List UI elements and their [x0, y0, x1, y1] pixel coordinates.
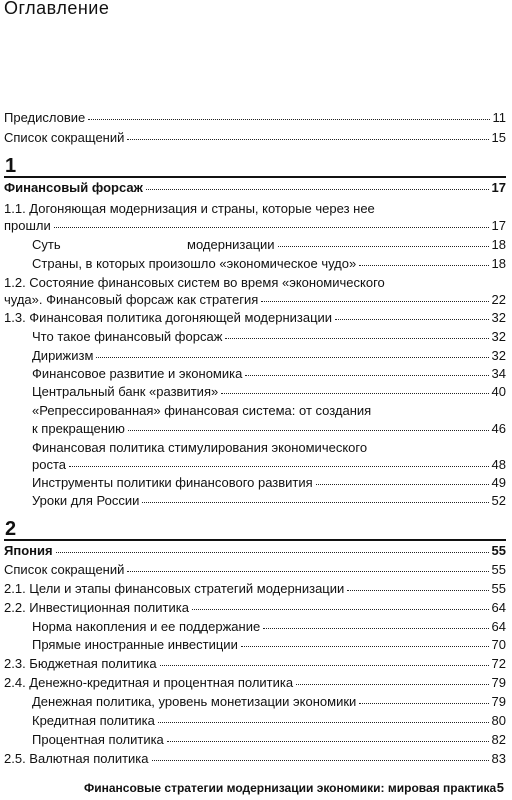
toc-entry[interactable]: [32, 619, 506, 635]
toc-entry-page: 32: [491, 329, 506, 344]
dot-leader: [296, 674, 488, 685]
dot-leader: [192, 599, 489, 610]
toc-entry-page: 22: [491, 292, 506, 307]
toc-entry-essence[interactable]: [32, 237, 506, 253]
dot-leader: [335, 309, 488, 320]
toc-entry-text: Суть модернизации: [32, 237, 275, 252]
toc-heading: Оглавление: [4, 0, 110, 18]
toc-entry-preface[interactable]: [4, 110, 506, 126]
toc-entry-text: 2.1. Цели и этапы финансовых стратегий модернизации: [4, 581, 345, 596]
toc-entry-text: Предисловие: [4, 110, 86, 125]
toc-entry-text: Финансовый форсаж: [4, 180, 143, 195]
dot-leader: [96, 347, 488, 358]
toc-entry-stimulus[interactable]: [32, 457, 506, 473]
toc-entry-page: 46: [491, 421, 506, 436]
dot-leader: [127, 561, 488, 572]
toc-entry-subsection[interactable]: [32, 384, 506, 400]
toc-entry-stimulus-line1[interactable]: Финансовая политика стимулирования экономического: [32, 440, 368, 455]
dot-leader: [167, 731, 489, 742]
toc-entry[interactable]: [4, 675, 506, 691]
toc-entry-1-1[interactable]: [4, 218, 506, 234]
toc-entry-1-2-line1[interactable]: 1.2. Состояние финансовых систем во время «экономического: [4, 275, 385, 290]
toc-entry[interactable]: [32, 637, 506, 653]
dot-leader: [263, 618, 488, 629]
toc-entry[interactable]: [4, 656, 506, 672]
dot-leader: [278, 236, 489, 247]
toc-entry-page: 72: [491, 656, 506, 671]
dot-leader: [128, 420, 489, 431]
toc-entry[interactable]: [32, 694, 506, 710]
toc-entry-text: 2.2. Инвестиционная политика: [4, 600, 189, 615]
dot-leader: [347, 580, 488, 591]
dot-leader: [158, 712, 489, 723]
dot-leader: [160, 655, 489, 666]
toc-entry-page: 17: [491, 218, 506, 233]
toc-entry-text: Прямые иностранные инвестиции: [32, 637, 238, 652]
toc-entry-text: Центральный банк «развития»: [32, 384, 219, 399]
toc-entry-text: Кредитная политика: [32, 713, 155, 728]
toc-entry-text: чуда». Финансовый форсаж как стратегия: [4, 292, 259, 307]
toc-entry[interactable]: [4, 562, 506, 578]
toc-entry-miracle-countries[interactable]: [32, 256, 506, 272]
toc-entry-page: 79: [491, 675, 506, 690]
toc-entry-subsection[interactable]: [32, 329, 506, 345]
toc-entry-text: Страны, в которых произошло «экономическое чудо»: [32, 256, 357, 271]
toc-entry-repressed[interactable]: [32, 421, 506, 437]
dot-leader: [245, 365, 488, 376]
toc-entry-subsection[interactable]: [32, 493, 506, 509]
chapter-2-number: 2: [5, 518, 17, 540]
toc-entry[interactable]: [4, 581, 506, 597]
dot-leader: [142, 492, 488, 503]
toc-entry-page: 17: [491, 180, 506, 195]
toc-chapter-1-title[interactable]: [4, 180, 506, 196]
toc-entry[interactable]: [32, 732, 506, 748]
toc-entry-text: Уроки для России: [32, 493, 140, 508]
dot-leader: [359, 693, 488, 704]
toc-entry-page: 32: [491, 310, 506, 325]
toc-entry[interactable]: [32, 713, 506, 729]
dot-leader: [225, 328, 488, 339]
toc-entry-page: 64: [491, 600, 506, 615]
dot-leader: [152, 750, 489, 761]
toc-entry-page: 32: [491, 348, 506, 363]
dot-leader: [69, 456, 489, 467]
dot-leader: [88, 109, 489, 120]
toc-entry-page: 48: [491, 457, 506, 472]
toc-entry-text: к прекращению: [32, 421, 125, 436]
toc-entry-text: прошли: [4, 218, 51, 233]
toc-entry-page: 55: [491, 581, 506, 596]
toc-entry-text: 2.4. Денежно-кредитная и процентная политика: [4, 675, 294, 690]
toc-entry-text: Япония: [4, 543, 53, 558]
toc-entry-page: 82: [491, 732, 506, 747]
toc-entry-page: 18: [491, 237, 506, 252]
toc-entry-text: 1.3. Финансовая политика догоняющей модернизации: [4, 310, 333, 325]
toc-entry-page: 79: [491, 694, 506, 709]
dot-leader: [359, 255, 488, 266]
toc-entry-page: 15: [491, 130, 506, 145]
toc-entry-1-2[interactable]: [4, 292, 506, 308]
toc-entry-page: 64: [491, 619, 506, 634]
dot-leader: [127, 129, 488, 140]
toc-entry-text: 2.3. Бюджетная политика: [4, 656, 157, 671]
toc-entry-subsection[interactable]: [32, 366, 506, 382]
toc-entry-page: 80: [491, 713, 506, 728]
toc-entry-1-3[interactable]: [4, 310, 506, 326]
toc-entry-1-1-line1[interactable]: 1.1. Догоняющая модернизация и страны, которые через нее: [4, 201, 375, 216]
toc-entry-page: 49: [491, 475, 506, 490]
toc-entry-text: Процентная политика: [32, 732, 164, 747]
toc-entry-page: 55: [491, 562, 506, 577]
toc-entry-page: 55: [491, 543, 506, 558]
toc-entry-page: 34: [491, 366, 506, 381]
toc-entry-page: 83: [491, 751, 506, 766]
toc-entry-text: Финансовое развитие и экономика: [32, 366, 243, 381]
toc-entry-text: Инструменты политики финансового развития: [32, 475, 313, 490]
toc-entry-page: 18: [491, 256, 506, 271]
dot-leader: [241, 636, 489, 647]
dot-leader: [261, 291, 488, 302]
toc-entry-text: Список сокращений: [4, 130, 125, 145]
toc-entry-page: 52: [491, 493, 506, 508]
page-number: 5: [496, 780, 504, 795]
dot-leader: [316, 474, 489, 485]
dot-leader: [56, 542, 489, 553]
toc-entry-text: Норма накопления и ее поддержание: [32, 619, 261, 634]
toc-chapter-2-title[interactable]: [4, 543, 506, 559]
toc-entry-text: Список сокращений: [4, 562, 125, 577]
toc-entry-repressed-line1[interactable]: «Репрессированная» финансовая система: от создания: [32, 403, 372, 418]
toc-entry-page: 11: [492, 110, 506, 125]
toc-entry-text: Дирижизм: [32, 348, 94, 363]
toc-entry-subsection[interactable]: [32, 475, 506, 491]
toc-entry[interactable]: [4, 751, 506, 767]
toc-entry-text: 2.5. Валютная политика: [4, 751, 149, 766]
toc-entry-text: Денежная политика, уровень монетизации экономики: [32, 694, 357, 709]
toc-entry-text: роста: [32, 457, 66, 472]
dot-leader: [146, 179, 489, 190]
toc-entry-page: 70: [491, 637, 506, 652]
chapter-1-number: 1: [5, 155, 17, 177]
dot-leader: [221, 383, 488, 394]
toc-entry-abbreviations[interactable]: [4, 130, 506, 146]
toc-entry-subsection[interactable]: [32, 348, 506, 364]
running-footer-title: Финансовые стратегии модернизации экономики: мировая практика: [84, 781, 497, 795]
chapter-1-rule: [4, 176, 506, 178]
chapter-2-rule: [4, 539, 506, 541]
dot-leader: [54, 217, 489, 228]
toc-entry[interactable]: [4, 600, 506, 616]
toc-entry-page: 40: [491, 384, 506, 399]
toc-entry-text: Что такое финансовый форсаж: [32, 329, 223, 344]
